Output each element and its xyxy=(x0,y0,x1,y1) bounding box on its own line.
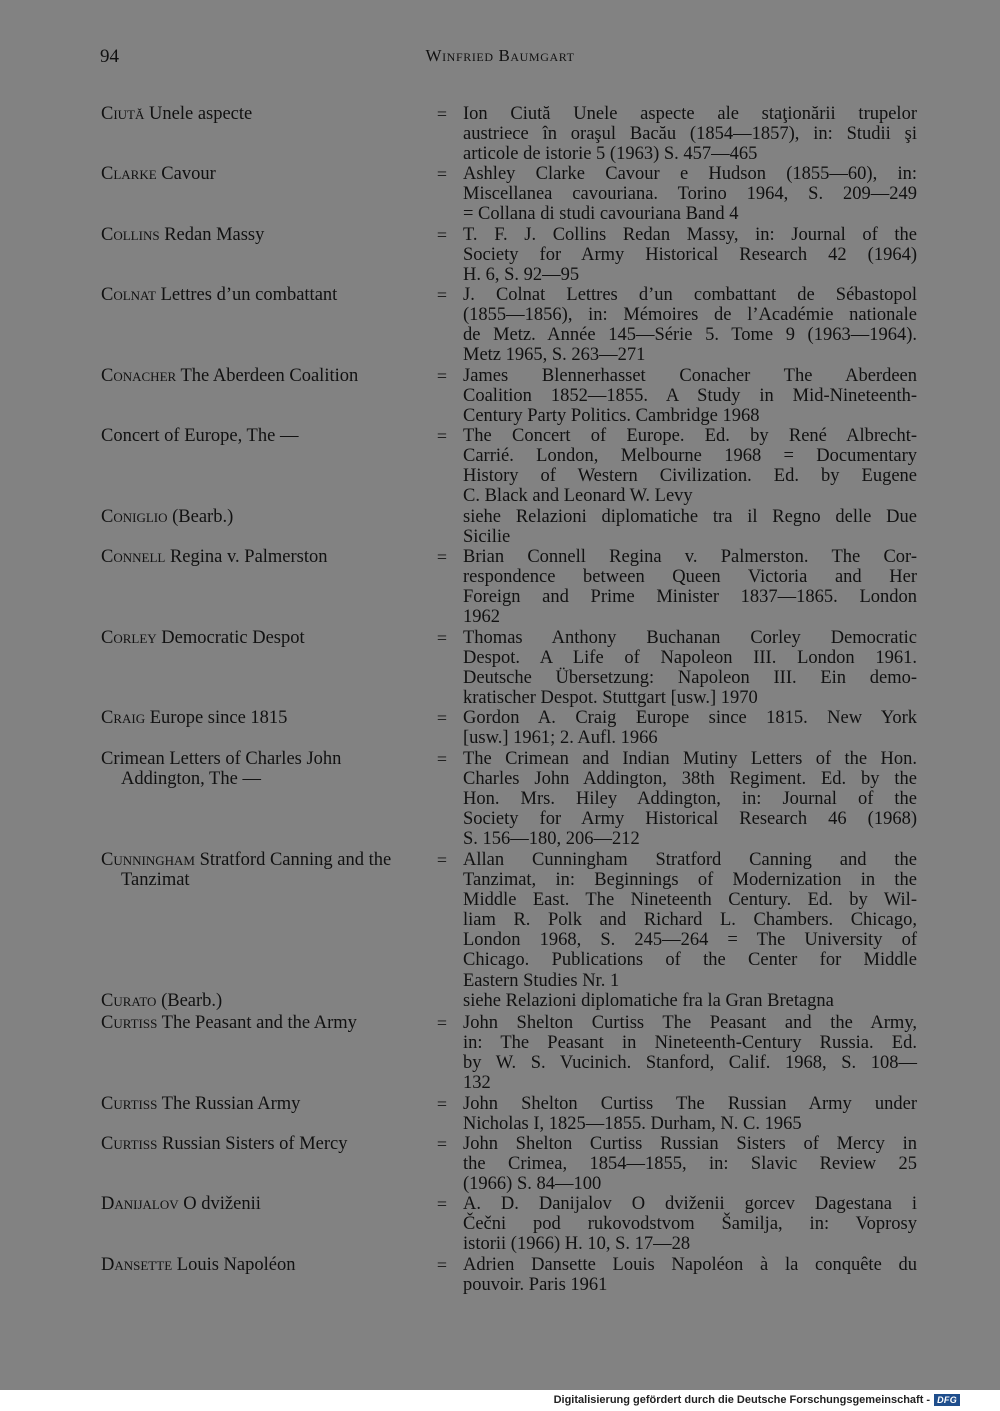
entry-key-title: The Aberdeen Coalition xyxy=(180,366,359,386)
description-line: Middle East. The Nineteenth Century. Ed. by Wil- xyxy=(463,890,917,911)
entry-key-author: Corley xyxy=(101,628,157,648)
entry-key-title: The Russian Army xyxy=(161,1094,301,1114)
description-line: Allan Cunningham Stratford Canning and the xyxy=(463,850,917,870)
description-line: History of Western Civilization. Ed. by Eugene xyxy=(463,466,917,487)
entry-key xyxy=(101,850,421,890)
entry-key-title: The Peasant and the Army xyxy=(161,1013,357,1033)
entry-key xyxy=(101,285,439,305)
entry-key xyxy=(101,708,439,728)
description-line: John Shelton Curtiss Russian Sisters of Mercy in xyxy=(463,1134,917,1154)
equals-sign: = xyxy=(436,1013,448,1033)
description-line: Adrien Dansette Louis Napoléon à la conquête du xyxy=(463,1255,917,1275)
equals-sign: = xyxy=(436,708,448,728)
entry-key-author: Cunningham xyxy=(101,850,195,870)
entry-description xyxy=(463,628,917,708)
description-line: Ashley Clarke Cavour e Hudson (1855—60), in: xyxy=(463,164,917,184)
entry-key-title: Stratford Canning and the Tanzimat xyxy=(121,850,392,890)
equals-sign: = xyxy=(436,285,448,305)
equals-sign: = xyxy=(436,850,448,870)
entry-key-author: Craig xyxy=(101,708,146,728)
description-line: siehe Relazioni diplomatiche tra il Regno delle Due xyxy=(463,507,917,527)
entry-description xyxy=(463,850,917,991)
entry-description xyxy=(463,1013,917,1093)
page-number: 94 xyxy=(100,46,119,67)
entry-description xyxy=(463,285,917,365)
entry-description xyxy=(463,426,917,506)
equals-sign: = xyxy=(436,164,448,184)
description-line: Carrié. London, Melbourne 1968 = Documentary xyxy=(463,446,917,467)
description-line: Despot. A Life of Napoleon III. London 1961. xyxy=(463,648,917,669)
entry-description xyxy=(463,1134,917,1194)
entry-key xyxy=(101,547,439,567)
entry-description xyxy=(463,1255,917,1295)
description-line: articole de istorie 5 (1963) S. 457—465 xyxy=(463,144,758,165)
equals-sign: = xyxy=(436,1134,448,1154)
entry-key-title: Louis Napoléon xyxy=(176,1255,296,1275)
entry-key-author: Colnat xyxy=(101,285,156,305)
description-line: austriece în oraşul Bacău (1854—1857), in: Studii şi xyxy=(463,124,917,145)
entry-key xyxy=(101,426,439,446)
description-line: Society for Army Historical Research 42 (1964) xyxy=(463,245,917,266)
entry-key-title: Russian Sisters of Mercy xyxy=(161,1134,348,1154)
equals-sign: = xyxy=(436,225,448,245)
description-line: The Crimean and Indian Mutiny Letters of the Hon. xyxy=(463,749,917,769)
description-line: Tanzimat, in: Beginnings of Modernization in the xyxy=(463,870,917,891)
entry-key-title: Regina v. Palmerston xyxy=(169,547,328,567)
entry-description xyxy=(463,991,917,1011)
description-line: Eastern Studies Nr. 1 xyxy=(463,970,620,991)
description-line: 1962 xyxy=(463,607,500,628)
equals-sign: = xyxy=(436,366,448,386)
entry-description xyxy=(463,547,917,627)
entry-key xyxy=(101,628,439,648)
entry-key-title: O dviženii xyxy=(183,1194,261,1214)
entry-key-author: Curtiss xyxy=(101,1094,158,1114)
equals-sign: = xyxy=(436,1255,448,1275)
entry-key xyxy=(101,366,439,386)
description-line: [usw.] 1961; 2. Aufl. 1966 xyxy=(463,728,658,749)
entry-key-author: Clarke xyxy=(101,164,157,184)
description-line: John Shelton Curtiss The Russian Army under xyxy=(463,1094,917,1114)
description-line: kratischer Despot. Stuttgart [usw.] 1970 xyxy=(463,688,758,709)
description-line: James Blennerhasset Conacher The Aberdeen xyxy=(463,366,917,386)
description-line: Nicholas I, 1825—1855. Durham, N. C. 1965 xyxy=(463,1114,802,1135)
entry-key xyxy=(101,104,439,124)
entry-description xyxy=(463,104,917,164)
description-line: (1855—1856), in: Mémoires de l’Académie nationale xyxy=(463,305,917,326)
description-line: Thomas Anthony Buchanan Corley Democratic xyxy=(463,628,917,648)
entry-key xyxy=(101,1094,439,1114)
description-line: C. Black and Leonard W. Levy xyxy=(463,486,693,507)
description-line: de Metz. Année 145—Série 5. Tome 9 (1963—1964). xyxy=(463,325,917,346)
footer-text: Digitalisierung gefördert durch die Deutsche Forschungsgemeinschaft - xyxy=(553,1394,931,1406)
entry-description xyxy=(463,507,917,547)
description-line: The Concert of Europe. Ed. by René Albrecht- xyxy=(463,426,917,446)
description-line: siehe Relazioni diplomatiche fra la Gran Bretagna xyxy=(463,991,834,1011)
entry-key xyxy=(101,749,421,789)
entry-description xyxy=(463,1094,917,1134)
entry-key xyxy=(101,991,439,1011)
description-line: London 1968, S. 245—264 = The University of xyxy=(463,930,917,951)
description-line: Charles John Addington, 38th Regiment. Ed. by the xyxy=(463,769,917,790)
description-line: Gordon A. Craig Europe since 1815. New York xyxy=(463,708,917,728)
entry-key-title: Redan Massy xyxy=(164,225,265,245)
description-line: S. 156—180, 206—212 xyxy=(463,829,640,850)
entry-description xyxy=(463,225,917,285)
description-line: T. F. J. Collins Redan Massy, in: Journal of the xyxy=(463,225,917,245)
entry-key-title: Lettres d’un combattant xyxy=(160,285,338,305)
description-line: liam R. Polk and Richard L. Chambers. Chicago, xyxy=(463,910,917,931)
entry-key xyxy=(101,1013,439,1033)
equals-sign: = xyxy=(436,1094,448,1114)
description-line: Sicilie xyxy=(463,527,511,548)
entry-key-author: Curtiss xyxy=(101,1134,158,1154)
entry-key xyxy=(101,1255,439,1275)
description-line: in: The Peasant in Nineteenth-Century Russia. Ed. xyxy=(463,1033,917,1054)
description-line: the Crimea, 1854—1855, in: Slavic Review 25 xyxy=(463,1154,917,1175)
description-line: = Collana di studi cavouriana Band 4 xyxy=(463,204,739,225)
entry-key-author: Connell xyxy=(101,547,166,567)
dfg-logo: DFG xyxy=(934,1394,960,1406)
description-line: Brian Connell Regina v. Palmerston. The Cor- xyxy=(463,547,917,567)
entry-key-author: Conacher xyxy=(101,366,177,386)
equals-sign: = xyxy=(436,628,448,648)
description-line: Chicago. Publications of the Center for Middle xyxy=(463,950,917,971)
entry-description xyxy=(463,749,917,849)
entry-key xyxy=(101,225,439,245)
description-line: istorii (1966) H. 10, S. 17—28 xyxy=(463,1234,691,1255)
description-line: H. 6, S. 92—95 xyxy=(463,265,580,286)
description-line: Century Party Politics. Cambridge 1968 xyxy=(463,406,760,427)
entry-key xyxy=(101,164,439,184)
description-line: A. D. Danijalov O dviženii gorcev Dagestana i xyxy=(463,1194,917,1214)
description-line: Čečni pod rukovodstvom Šamilja, in: Voprosy xyxy=(463,1214,917,1235)
running-head: Winfried Baumgart xyxy=(425,46,575,65)
description-line: pouvoir. Paris 1961 xyxy=(463,1275,608,1296)
equals-sign: = xyxy=(436,547,448,567)
entry-key-title: Crimean Letters of Charles John Addington, The — xyxy=(101,749,342,789)
description-line: Metz 1965, S. 263—271 xyxy=(463,345,646,366)
entry-key xyxy=(101,507,439,527)
description-line: Society for Army Historical Research 46 (1968) xyxy=(463,809,917,830)
description-line: respondence between Queen Victoria and Her xyxy=(463,567,917,588)
entry-key-author: Curtiss xyxy=(101,1013,158,1033)
entry-key-author: Danijalov xyxy=(101,1194,179,1214)
entry-description xyxy=(463,164,917,224)
equals-sign: = xyxy=(436,1194,448,1214)
entry-key xyxy=(101,1134,439,1154)
entry-key-author: Dansette xyxy=(101,1255,173,1275)
description-line: Ion Ciută Unele aspecte ale staţionării trupelor xyxy=(463,104,917,124)
entry-key-author: Coniglio xyxy=(101,507,168,527)
equals-sign: = xyxy=(436,426,448,446)
entry-key-author: Ciută xyxy=(101,104,145,124)
description-line: Coalition 1852—1855. A Study in Mid-Nineteenth- xyxy=(463,386,917,407)
description-line: John Shelton Curtiss The Peasant and the Army, xyxy=(463,1013,917,1033)
entry-key-title: Concert of Europe, The — xyxy=(101,426,299,446)
entry-key xyxy=(101,1194,439,1214)
entry-key-title: Unele aspecte xyxy=(149,104,253,124)
description-line: Miscellanea cavouriana. Torino 1964, S. 209—249 xyxy=(463,184,917,205)
equals-sign: = xyxy=(436,104,448,124)
entry-key-title: (Bearb.) xyxy=(161,991,223,1011)
description-line: Hon. Mrs. Hiley Addington, in: Journal of the xyxy=(463,789,917,810)
equals-sign: = xyxy=(436,749,448,769)
entry-description xyxy=(463,366,917,426)
entry-key-title: Democratic Despot xyxy=(161,628,305,648)
entry-key-title: Europe since 1815 xyxy=(149,708,288,728)
description-line: (1966) S. 84—100 xyxy=(463,1174,602,1195)
entry-key-title: (Bearb.) xyxy=(172,507,234,527)
entry-description xyxy=(463,1194,917,1254)
description-line: J. Colnat Lettres d’un combattant de Sébastopol xyxy=(463,285,917,305)
entry-key-title: Cavour xyxy=(161,164,216,184)
description-line: 132 xyxy=(463,1073,491,1094)
description-line: Foreign and Prime Minister 1837—1865. London xyxy=(463,587,917,608)
entry-key-author: Curato xyxy=(101,991,157,1011)
entry-description xyxy=(463,708,917,748)
description-line: Deutsche Übersetzung: Napoleon III. Ein demo- xyxy=(463,668,917,689)
digitization-footer xyxy=(554,1394,960,1406)
description-line: by W. S. Vucinich. Stanford, Calif. 1968, S. 108— xyxy=(463,1053,917,1074)
entry-key-author: Collins xyxy=(101,225,160,245)
